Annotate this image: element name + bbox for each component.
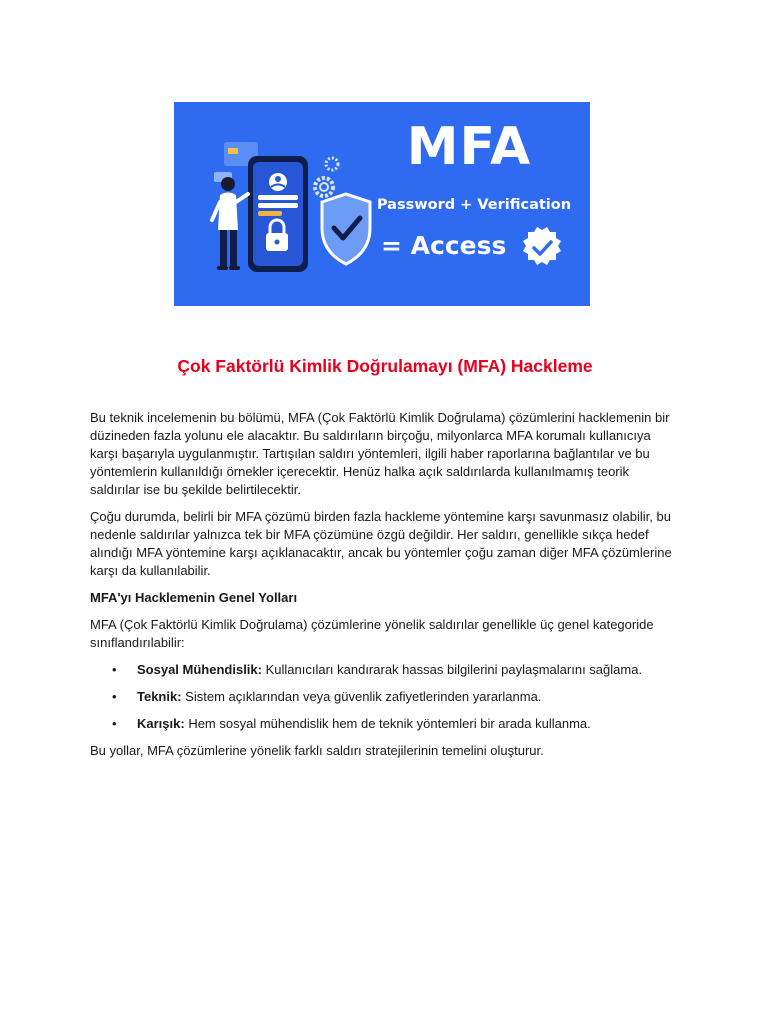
bullet-marker: • [112, 716, 117, 731]
intro-paragraph: Bu teknik incelemenin bu bölümü, MFA (Çok Faktörlü Kimlik Doğrulama) çözümlerini hacklemenin bir düzineden fazla yolunu ele alacaktır. Bu saldırıların birçoğu, milyonlarca MFA korumalı kullanıcıya karşı başarıyla uygulanmıştır. Tartışılan saldırı yöntemleri, ilgili haber raporlarına bağlantılar ve bu yöntemlerin kullanıldığı örnekler içerecektir. Henüz halka açık saldırılarda kullanılmamış teorik saldırılar ise bu şekilde belirtilecektir. [90, 410, 670, 497]
closing-paragraph: Bu yollar, MFA çözümlerine yönelik farklı saldırı stratejilerinin temelini oluşturur. [90, 743, 544, 758]
gear-icon [315, 158, 338, 196]
banner-result: = Access [381, 231, 507, 260]
categories-intro-paragraph: MFA (Çok Faktörlü Kimlik Doğrulama) çözümlerine yönelik saldırılar genellikle üç genel kategoride sınıflandırılabilir: [90, 617, 654, 650]
second-paragraph: Çoğu durumda, belirli bir MFA çözümü birden fazla hackleme yöntemine karşı savunmasız olabilir, bu nedenle saldırılar yalnızca tek bir MFA çözümüne özgü değildir. Her saldırı, genellikle sıkça hedef alındığı MFA yöntemine karşı açıklanacaktır, ancak bu yöntemler çoğu zaman diğer MFA çözümlerine karşı da kullanılabilir. [90, 509, 672, 578]
mfa-banner-image [174, 102, 590, 306]
list-item-text: Hem sosyal mühendislik hem de teknik yöntemleri bir arada kullanma. [184, 716, 591, 731]
person-illustration [212, 177, 248, 270]
banner-heading: MFA [406, 117, 532, 177]
shield-check-icon [322, 194, 370, 264]
attack-categories-list [90, 661, 682, 733]
list-item-text: Kullanıcıları kandırarak hassas bilgilerini paylaşmalarını sağlama. [261, 662, 643, 677]
document-title: Çok Faktörlü Kimlik Doğrulamayı (MFA) Hackleme [177, 356, 593, 376]
list-item-text: Sistem açıklarından veya güvenlik zafiyetlerinden yararlanma. [181, 689, 542, 704]
bullet-marker: • [112, 689, 117, 704]
section-subheading: MFA'yı Hacklemenin Genel Yolları [90, 590, 298, 605]
smartphone-icon [248, 156, 308, 272]
verified-badge-icon [523, 227, 561, 265]
banner-formula: Password + Verification [376, 197, 572, 213]
list-item-term: Karışık: [137, 716, 185, 731]
list-item [90, 715, 682, 733]
document-body [90, 409, 682, 769]
list-item-term: Teknik: [137, 689, 182, 704]
list-item [90, 661, 682, 679]
list-item [90, 688, 682, 706]
list-item-term: Sosyal Mühendislik: [137, 662, 262, 677]
bullet-marker: • [112, 662, 117, 677]
